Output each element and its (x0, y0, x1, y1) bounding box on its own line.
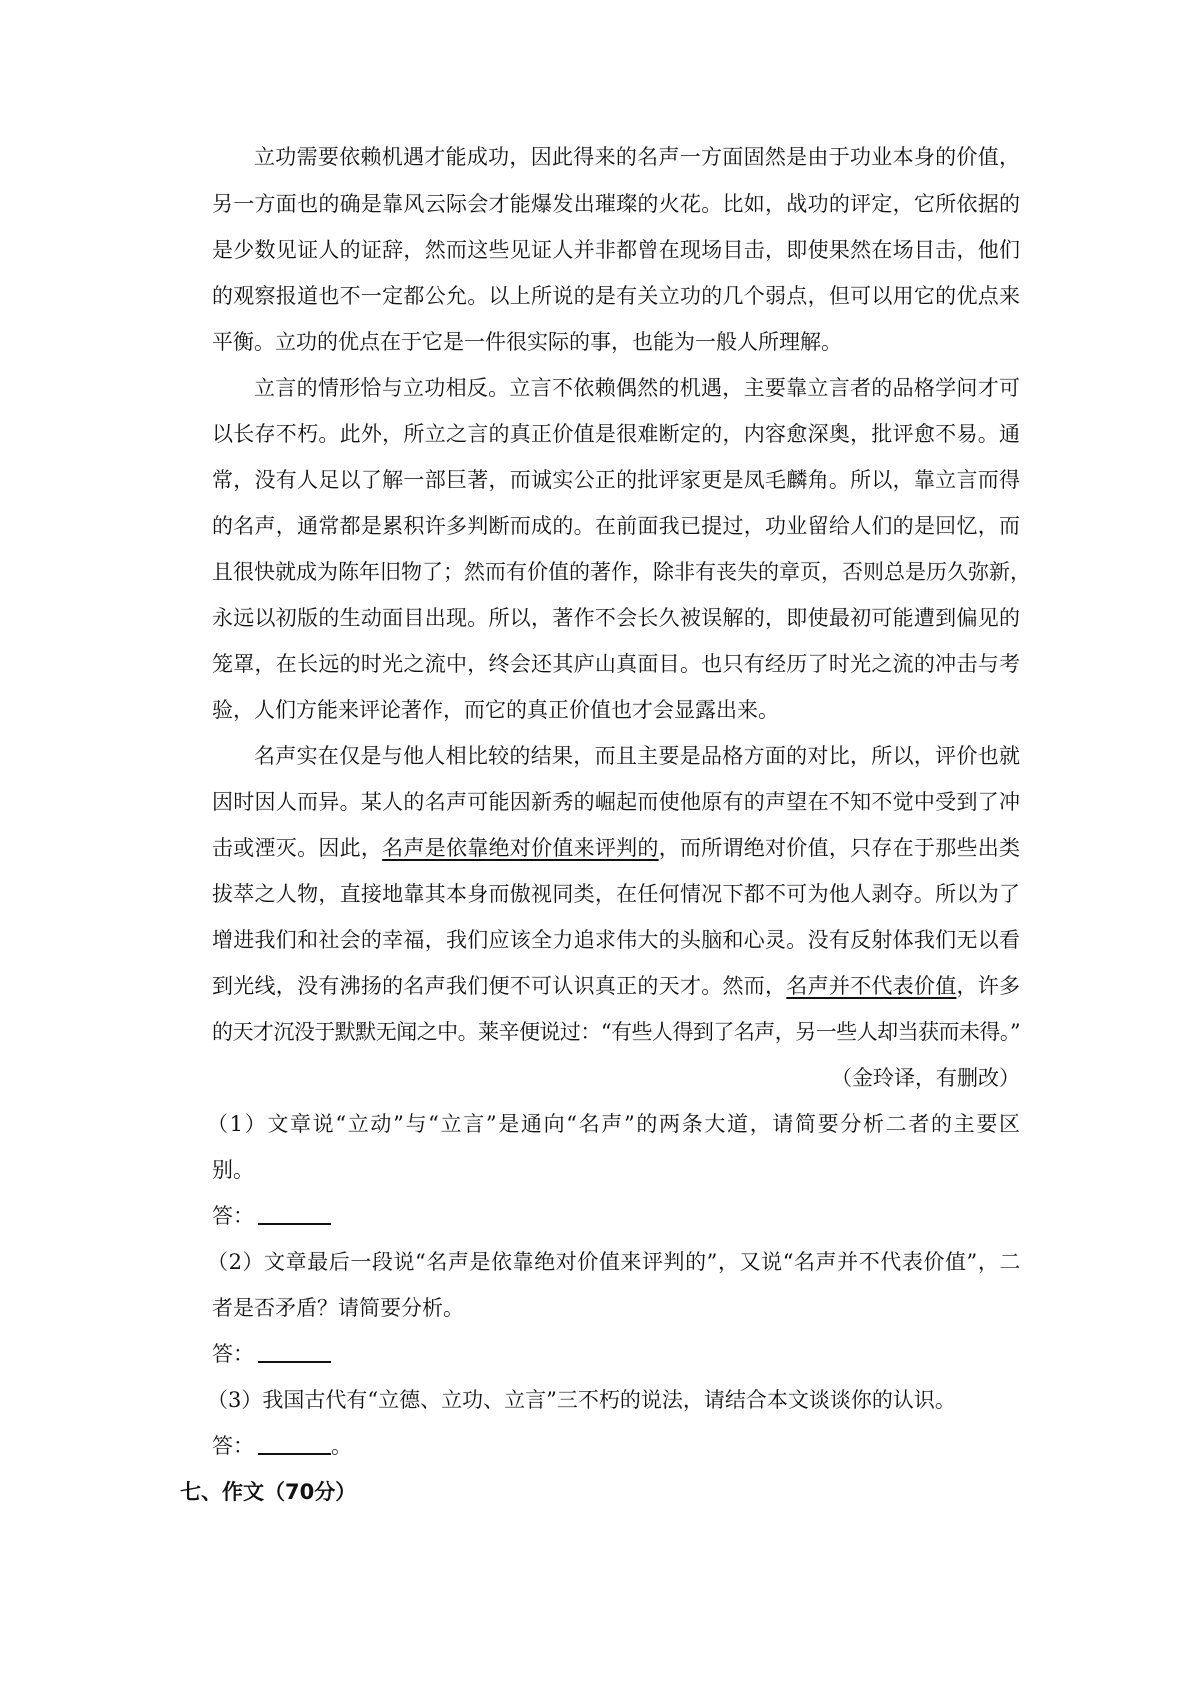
passage-p1-line-3: 是少数见证人的证辞，然而这些见证人并非都曾在现场目击，即使果然在场目击，他们 (212, 238, 1020, 262)
answer-label: 答： (212, 1342, 254, 1366)
passage-p1-line-2: 另一方面也的确是靠风云际会才能爆发出璀璨的火花。比如，战功的评定，它所依据的 (212, 192, 1020, 216)
question-1-text-cont: 别。 (212, 1158, 254, 1182)
answer-label: 答： (212, 1204, 254, 1228)
passage-p3-line-6-start: 到光线，没有沸扬的名声我们便不可认识真正的天才。然而， (212, 974, 787, 998)
underlined-phrase-absolute-value: 名声是依靠绝对价值来评判的 (382, 836, 659, 860)
passage-p3-line-3-start: 击或湮灭。因此， (212, 836, 383, 860)
passage-p2-line-2: 以长存不朽。此外，所立之言的真正价值是很难断定的，内容愈深奥，批评愈不易。通 (212, 422, 1020, 446)
passage-p1-line-4: 的观察报道也不一定都公允。以上所说的是有关立功的几个弱点，但可以用它的优点来 (212, 284, 1020, 308)
passage-p3-line-3 (212, 828, 1020, 868)
passage-p3-line-3-end: ，而所谓绝对价值，只存在于那些出类 (658, 836, 1021, 860)
passage-source: （金玲译，有删改） (831, 1066, 1020, 1090)
passage-p1-line-1: 立功需要依赖机遇才能成功，因此得来的名声一方面固然是由于功业本身的价值， (254, 145, 1020, 169)
underlined-phrase-not-value: 名声并不代表价值 (786, 974, 957, 998)
passage-p3-line-4: 拔萃之人物，直接地靠其本身而傲视同类，在任何情况下都不可为他人剥夺。所以为了 (212, 882, 1020, 906)
question-2-text-cont: 者是否矛盾？请简要分析。 (212, 1296, 464, 1320)
passage-p3-line-2: 因时因人而异。某人的名声可能因新秀的崛起而使他原有的声望在不知不觉中受到了冲 (212, 790, 1020, 814)
answer-blank (258, 1201, 331, 1225)
question-3-answer (212, 1426, 1020, 1466)
passage-p2-line-3: 常，没有人足以了解一部巨著，而诚实公正的批评家更是凤毛麟角。所以，靠立言而得 (212, 468, 1020, 492)
passage-p2-line-8: 验，人们方能来评论著作，而它的真正价值也才会显露出来。 (212, 698, 779, 722)
passage-p2-line-4: 的名声，通常都是累积许多判断而成的。在前面我已提过，功业留给人们的是回忆，而 (212, 514, 1020, 538)
question-1-text: （1）文章说“立动”与“立言”是通向“名声”的两条大道，请简要分析二者的主要区 (207, 1112, 1020, 1136)
passage-p1-line-5: 平衡。立功的优点在于它是一件很实际的事，也能为一般人所理解。 (212, 330, 842, 354)
question-2-answer (212, 1334, 1020, 1374)
passage-p3-line-5: 增进我们和社会的幸福，我们应该全力追求伟大的头脑和心灵。没有反射体我们无以看 (212, 928, 1020, 952)
passage-p3-line-1: 名声实在仅是与他人相比较的结果，而且主要是品格方面的对比，所以，评价也就 (254, 744, 1020, 768)
answer-blank (258, 1431, 331, 1455)
answer-blank (258, 1339, 331, 1363)
passage-p2-line-5: 且很快就成为陈年旧物了；然而有价值的著作，除非有丧失的章页，否则总是历久弥新， (212, 560, 1031, 584)
passage-p2-line-1: 立言的情形恰与立功相反。立言不依赖偶然的机遇，主要靠立言者的品格学问才可 (254, 376, 1020, 400)
passage-p2-line-6: 永远以初版的生动面目出现。所以，著作不会长久被误解的，即使最初可能遭到偏见的 (212, 606, 1020, 630)
question-3-text: （3）我国古代有“立德、立功、立言”三不朽的说法，请结合本文谈谈你的认识。 (207, 1388, 956, 1412)
question-1-answer (212, 1196, 1020, 1236)
answer-end: 。 (331, 1434, 352, 1458)
passage-p2-line-7: 笼罩，在长远的时光之流中，终会还其庐山真面目。也只有经历了时光之流的冲击与考 (212, 652, 1020, 676)
passage-p3-line-6-end: ，许多 (956, 974, 1021, 998)
answer-label: 答： (212, 1434, 254, 1458)
question-2-text: （2）文章最后一段说“名声是依靠绝对价值来评判的”，又说“名声并不代表价值”，二 (207, 1250, 1020, 1274)
passage-p3-line-7: 的天才沉没于默默无闻之中。莱辛便说过：“有些人得到了名声，另一些人却当获而未得。” (212, 1020, 1020, 1044)
section-7-title: 七、作文（70分） (180, 1480, 357, 1504)
passage-p3-line-6 (212, 966, 1020, 1006)
